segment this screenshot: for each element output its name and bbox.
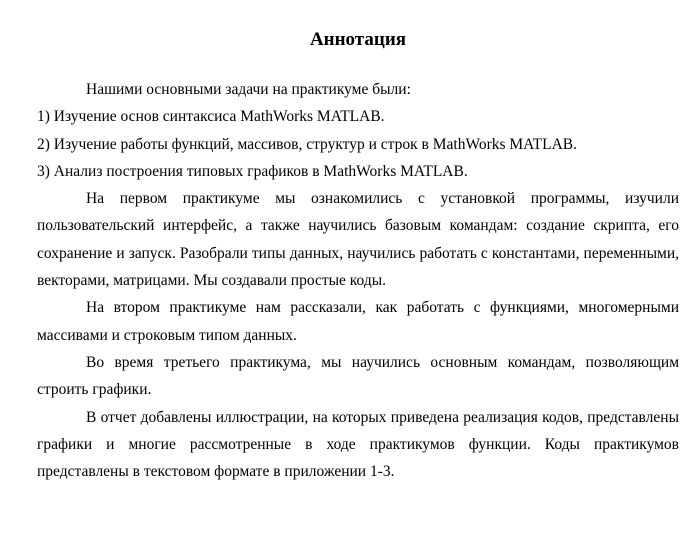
list-item-2: 2) Изучение работы функций, массивов, структур и строк в MathWorks MATLAB. [37, 135, 578, 153]
paragraph-first-practicum: На первом практикуме мы ознакомились с установкой программы, изучили пользовательский интерфейс, а также научились базовым командам: создание скрипта, его сохранение и запуск. Разобрали типы данных, научились работать с константами, переменными, векторами, матрицами. Мы создавали простые коды. [37, 190, 679, 290]
paragraph-report-contents: В отчет добавлены иллюстрации, на которых приведена реализация кодов, представлены графики и многие рассмотренные в ходе практикумов функции. Коды практикумов представлены в текстовом формате в приложении 1-3. [37, 408, 679, 481]
paragraph-third-practicum: Во время третьего практикума, мы научились основным командам, позволяющим строить графики. [37, 353, 679, 399]
paragraph-second-practicum: На втором практикуме нам рассказали, как работать с функциями, многомерными массивами и строковым типом данных. [37, 299, 679, 344]
document-title: Аннотация [309, 29, 407, 50]
document-page [37, 26, 679, 485]
intro-paragraph: Нашими основными задачи на практикуме были: [86, 81, 411, 98]
list-item-1: 1) Изучение основ синтаксиса MathWorks MATLAB. [37, 108, 385, 126]
list-item-3: 3) Анализ построения типовых графиков в MathWorks MATLAB. [37, 162, 468, 180]
